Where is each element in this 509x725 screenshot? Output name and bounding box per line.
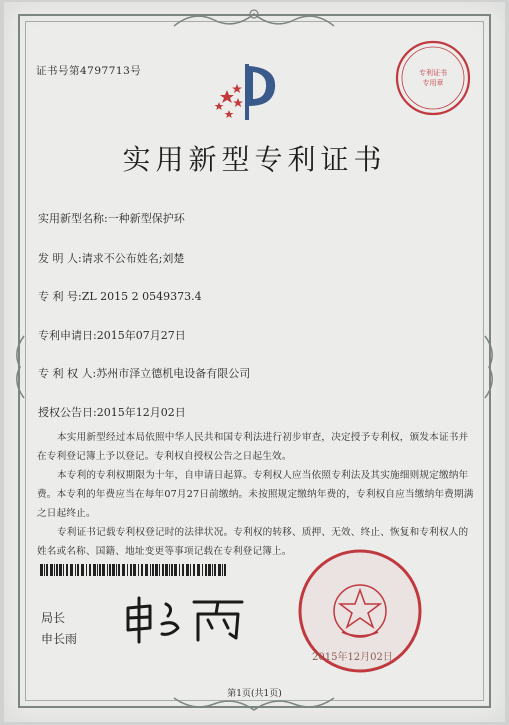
handwritten-signature <box>120 594 250 644</box>
barcode <box>40 564 228 576</box>
field-value: ZL 2015 2 0549373.4 <box>81 290 202 303</box>
certificate-number: 证书号第4797713号 <box>36 65 142 77</box>
field-value: 请求不公布姓名;刘楚 <box>81 252 185 265</box>
patent-office-emblem <box>205 62 285 132</box>
field-value: 2015年07月27日 <box>96 329 186 342</box>
field-patentee <box>38 365 250 381</box>
page-footer: 第1页(共1页) <box>227 689 282 699</box>
field-inventor <box>38 250 184 266</box>
field-label: 专 利 权 人: <box>38 367 97 380</box>
field-grant-announcement-date <box>38 404 186 420</box>
certificate-body <box>37 428 477 561</box>
svg-text:专利证书: 专利证书 <box>419 69 447 77</box>
field-value: 2015年12月02日 <box>96 406 186 419</box>
top-official-stamp <box>393 38 473 118</box>
field-label: 授权公告日: <box>38 406 97 419</box>
field-utility-model-name <box>38 210 185 226</box>
paragraph-grant: 本实用新型经过本局依照中华人民共和国专利法进行初步审查，决定授予专利权，颁发本证书并在专利登记簿上予以登记。专利权自授权公告之日起生效。 <box>37 432 469 462</box>
field-value: 一种新型保护环 <box>107 212 185 225</box>
svg-text:专用章: 专用章 <box>422 79 444 87</box>
signatory-name: 申长雨 <box>41 632 78 646</box>
paragraph-term-fees: 本专利的专利权期限为十年，自申请日起算。专利权人应当依照专利法及其实施细则规定缴纳年费。本专利的年费应当在每年07月27日前缴纳。未按照规定缴纳年费的，专利权自应当缴纳年费期满之日起终止。 <box>37 470 474 519</box>
stamp-date: 2015年12月02日 <box>312 652 393 663</box>
field-label: 发 明 人: <box>38 252 82 265</box>
field-patent-number <box>38 288 202 304</box>
field-value: 苏州市泽立德机电设备有限公司 <box>96 367 251 380</box>
field-label: 实用新型名称: <box>38 212 108 225</box>
top-ornament <box>164 6 344 32</box>
paragraph-legal-status: 专利证书记载专利权登记时的法律状况。专利权的转移、质押、无效、终止、恢复和专利权人的姓名或名称、国籍、地址变更等事项记载在专利登记簿上。 <box>37 527 469 557</box>
right-ornament <box>479 332 501 402</box>
field-label: 专利申请日: <box>38 329 97 342</box>
field-application-date <box>38 327 186 343</box>
certificate-title: 实用新型专利证书 <box>122 143 387 176</box>
signature-title: 局长 <box>41 611 66 625</box>
left-ornament <box>8 332 30 402</box>
field-label: 专 利 号: <box>38 290 82 303</box>
